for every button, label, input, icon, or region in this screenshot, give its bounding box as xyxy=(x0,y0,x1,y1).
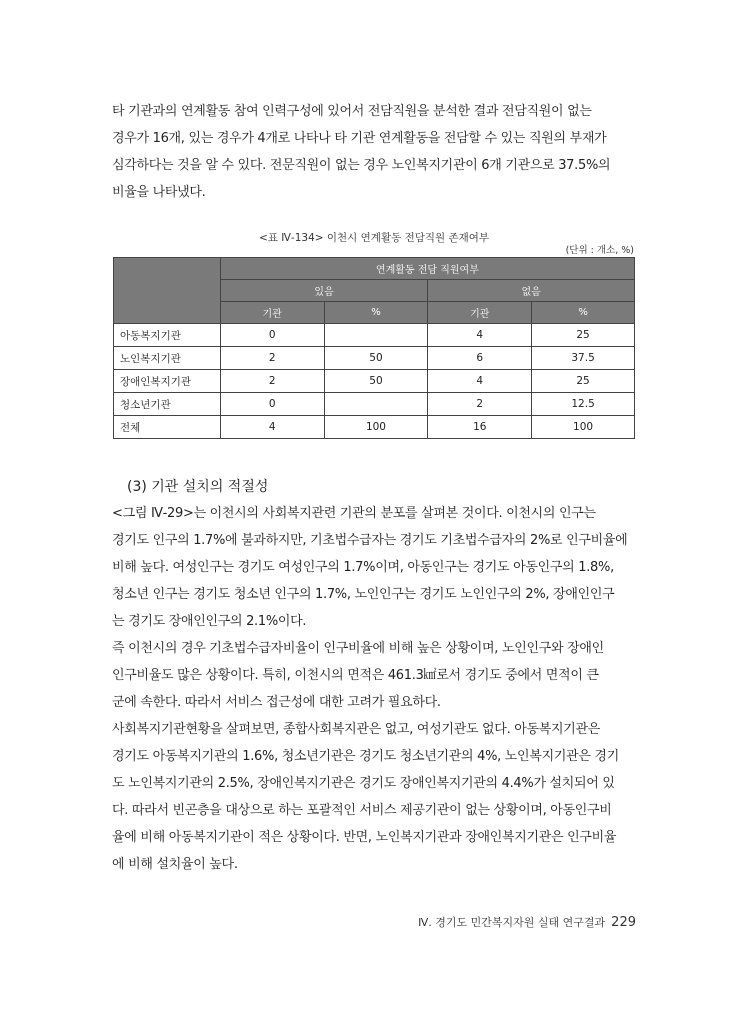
table-cell: 4 xyxy=(428,370,532,393)
table-cell: 2 xyxy=(220,347,324,370)
table-cell: 0 xyxy=(220,324,324,347)
table-cell: 25 xyxy=(532,324,635,347)
table-cell: 2 xyxy=(428,393,532,416)
section-title: (3) 기관 설치의 적절성 xyxy=(127,479,269,495)
corner-header-cell xyxy=(114,258,221,324)
table-cell xyxy=(324,393,428,416)
row-label: 노인복지기관 xyxy=(114,347,221,370)
body-line: 즉 이천시의 경우 기초법수급자비율이 인구비율에 비해 높은 상황이며, 노인인구와 장애인 xyxy=(112,641,604,656)
header-sub-col: 기관 xyxy=(220,302,324,324)
intro-line: 타 기관과의 연계활동 참여 인력구성에 있어서 전담직원을 분석한 결과 전담직원이 없는 xyxy=(112,104,592,119)
table-cell xyxy=(324,324,428,347)
table-cell: 100 xyxy=(532,416,635,439)
body-line: 군에 속한다. 따라서 서비스 접근성에 대한 고려가 필요하다. xyxy=(112,695,441,710)
body-line: 청소년 인구는 경기도 청소년 인구의 1.7%, 노인인구는 경기도 노인인구의 2%, 장애인인구 xyxy=(112,587,615,602)
row-label: 장애인복지기관 xyxy=(114,370,221,393)
table-row xyxy=(114,347,635,370)
body-line: 경기도 인구의 1.7%에 불과하지만, 기초법수급자는 경기도 기초법수급자의 2%로 인구비율에 xyxy=(112,533,628,548)
body-line: 다. 따라서 빈곤층을 대상으로 하는 포괄적인 서비스 제공기관이 없는 상황이며, 아동인구비 xyxy=(112,803,612,818)
row-label: 아동복지기관 xyxy=(114,324,221,347)
table-cell: 2 xyxy=(220,370,324,393)
header-group-no: 없음 xyxy=(428,280,635,302)
intro-line: 경우가 16개, 있는 경우가 4개로 나타나 타 기관 연계활동을 전담할 수 있는 직원의 부재가 xyxy=(112,131,607,146)
row-label: 전체 xyxy=(114,416,221,439)
body-paragraph xyxy=(112,500,636,878)
table-cell: 100 xyxy=(324,416,428,439)
page-number: 229 xyxy=(611,915,636,930)
page-footer xyxy=(418,914,636,930)
body-line: 도 노인복지기관의 2.5%, 장애인복지기관은 경기도 장애인복지기관의 4.4%가 설치되어 있 xyxy=(112,776,615,791)
data-table xyxy=(113,257,635,439)
table-unit: (단위 : 개소, %) xyxy=(565,245,634,256)
table-cell: 37.5 xyxy=(532,347,635,370)
body-line: <그림 Ⅳ-29>는 이천시의 사회복지관련 기관의 분포를 살펴본 것이다. 이천시의 인구는 xyxy=(112,506,596,521)
table-cell: 50 xyxy=(324,370,428,393)
table-cell: 4 xyxy=(428,324,532,347)
body-line: 사회복지기관현황을 살펴보면, 종합사회복지관은 없고, 여성기관도 없다. 아동복지기관은 xyxy=(112,722,601,737)
body-line: 경기도 아동복지기관의 1.6%, 청소년기관은 경기도 청소년기관의 4%, 노인복지기관은 경기 xyxy=(112,749,619,764)
header-top: 연계활동 전담 직원여부 xyxy=(220,258,634,280)
body-line: 비해 높다. 여성인구는 경기도 여성인구의 1.7%이며, 아동인구는 경기도 아동인구의 1.8%, xyxy=(112,560,614,575)
table-row-total xyxy=(114,416,635,439)
footer-chapter: Ⅳ. 경기도 민간복지자원 실태 연구결과 xyxy=(418,916,606,929)
table-cell: 50 xyxy=(324,347,428,370)
intro-line: 비율을 나타냈다. xyxy=(112,185,206,200)
table-cell: 16 xyxy=(428,416,532,439)
table-cell: 25 xyxy=(532,370,635,393)
table-cell: 4 xyxy=(220,416,324,439)
body-line: 는 경기도 장애인인구의 2.1%이다. xyxy=(112,614,307,629)
header-sub-col: % xyxy=(324,302,428,324)
table-cell: 0 xyxy=(220,393,324,416)
intro-paragraph xyxy=(112,98,636,206)
body-line: 인구비율도 많은 상황이다. 특히, 이천시의 면적은 461.3㎢로서 경기도 중에서 면적이 큰 xyxy=(112,668,599,683)
body-line: 율에 비해 아동복지기관이 적은 상황이다. 반면, 노인복지기관과 장애인복지기관은 인구비율 xyxy=(112,830,617,845)
intro-line: 심각하다는 것을 알 수 있다. 전문직원이 없는 경우 노인복지기관이 6개 기관으로 37.5%의 xyxy=(112,158,611,173)
table-row xyxy=(114,370,635,393)
body-line: 에 비해 설치율이 높다. xyxy=(112,857,238,872)
table-cell: 12.5 xyxy=(532,393,635,416)
table-cell: 6 xyxy=(428,347,532,370)
header-sub-col: % xyxy=(532,302,635,324)
table-caption: <표 Ⅳ-134> 이천시 연계활동 전담직원 존재여부 xyxy=(258,232,490,244)
header-sub-col: 기관 xyxy=(428,302,532,324)
table-row xyxy=(114,393,635,416)
table-row xyxy=(114,324,635,347)
row-label: 청소년기관 xyxy=(114,393,221,416)
header-group-yes: 있음 xyxy=(220,280,428,302)
